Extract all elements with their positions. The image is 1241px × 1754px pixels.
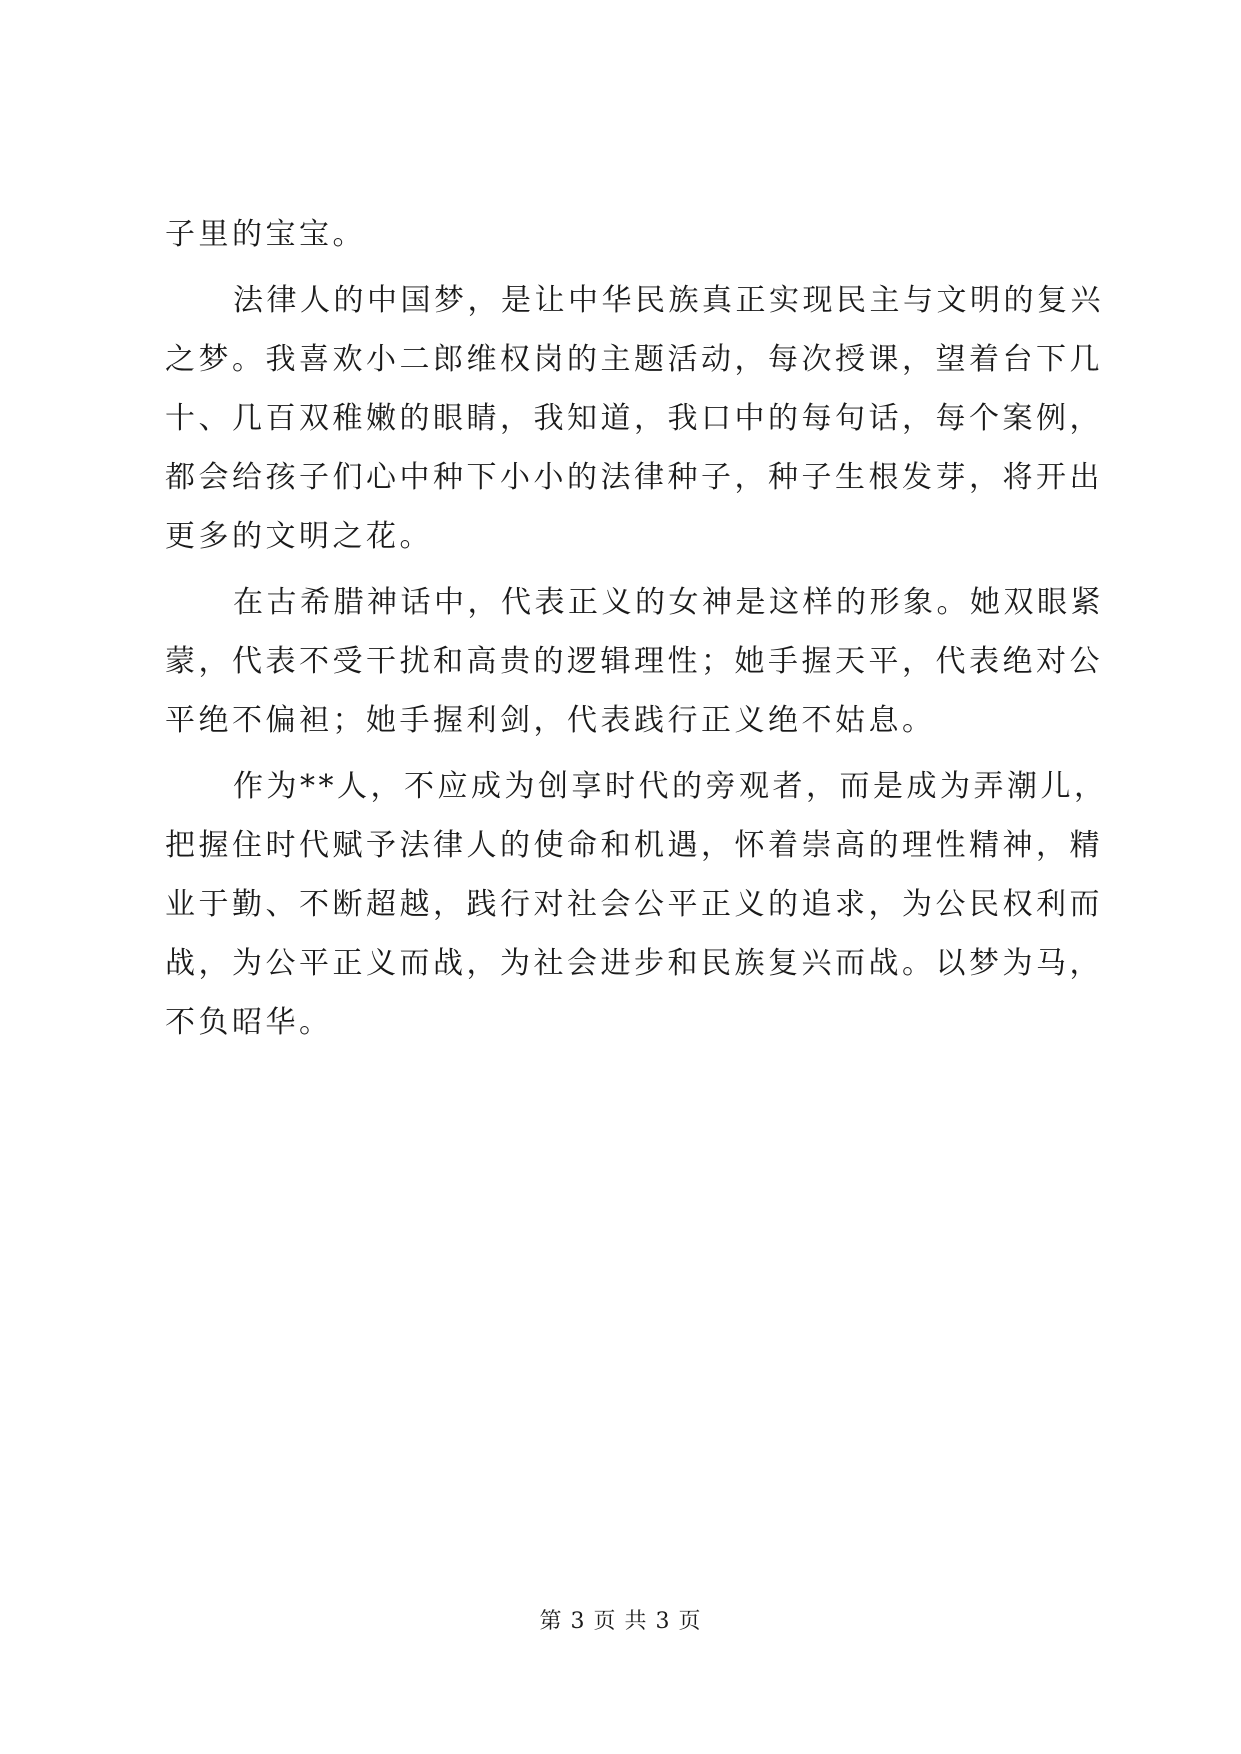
- text-line: 业于勤、不断超越，践行对社会公平正义的追求，为公民权利而: [165, 887, 1103, 922]
- paragraph-continuation: [165, 205, 1077, 264]
- text-line: 作为**人，不应成为创享时代的旁观者，而是成为弄潮儿，: [233, 769, 1108, 804]
- text-line: 更多的文明之花。: [165, 519, 433, 554]
- text-line: 把握住时代赋予法律人的使命和机遇，怀着崇高的理性精神，精: [165, 828, 1103, 863]
- paragraph-chinese-dream: [165, 271, 1104, 566]
- paragraph-justice-goddess: [165, 573, 1104, 750]
- text-line: 子里的宝宝。: [165, 217, 366, 252]
- text-line: 法律人的中国梦，是让中华民族真正实现民主与文明的复兴: [233, 283, 1104, 318]
- text-line: 十、几百双稚嫩的眼睛，我知道，我口中的每句话，每个案例，: [165, 401, 1103, 436]
- text-line: 平绝不偏袒；她手握利剑，代表践行正义绝不姑息。: [165, 703, 936, 738]
- document-body: [165, 205, 1108, 1052]
- text-line: 蒙，代表不受干扰和高贵的逻辑理性；她手握天平，代表绝对公: [165, 644, 1103, 679]
- text-line: 之梦。我喜欢小二郎维权岗的主题活动，每次授课，望着台下几: [165, 342, 1103, 377]
- text-line: 都会给孩子们心中种下小小的法律种子，种子生根发芽，将开出: [165, 460, 1103, 495]
- text-line: 战，为公平正义而战，为社会进步和民族复兴而战。以梦为马，: [165, 946, 1103, 981]
- text-line: 不负昭华。: [165, 1005, 333, 1040]
- text-line: 在古希腊神话中，代表正义的女神是这样的形象。她双眼紧: [233, 585, 1104, 620]
- paragraph-closing: [165, 757, 1108, 1052]
- page-footer: 第 3 页 共 3 页: [539, 1609, 702, 1634]
